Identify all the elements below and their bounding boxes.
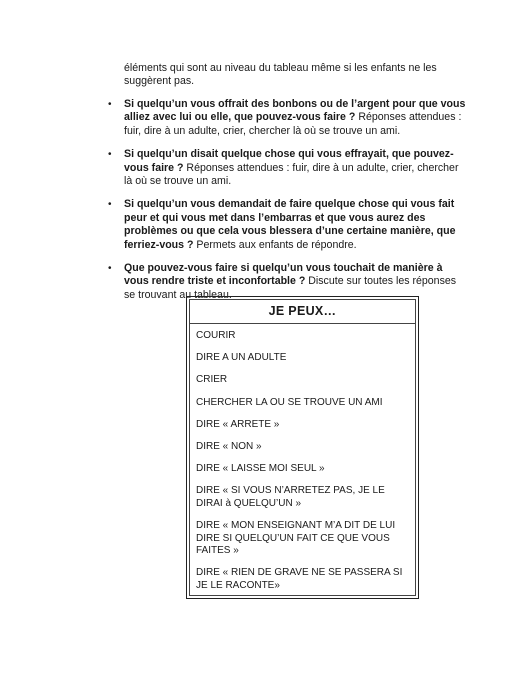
answer-text-3: Permets aux enfants de répondre. (193, 238, 357, 251)
question-item-1 (108, 98, 468, 138)
question-text-1: Si quelqu’un vous offrait des bonbons ou de l’argent pour que vous alliez avec lui ou elle, que pouvez-vous faire ? (124, 98, 466, 124)
table-header: JE PEUX… (190, 300, 415, 324)
question-text-4: Que pouvez-vous faire si quelqu’un vous touchait de manière à vous rendre triste et inconfortable ? (124, 262, 443, 288)
question-item-3 (108, 198, 468, 252)
answer-text-2: Réponses attendues : fuir, dire à un adulte, crier, chercher là où se trouve un ami. (124, 161, 459, 188)
table-entry: DIRE « MON ENSEIGNANT M’A DIT DE LUI DIRE SI QUELQU’UN FAIT CE QUE VOUS FAITES » (196, 520, 396, 557)
je-peux-table (186, 296, 419, 599)
answer-text-1: Réponses attendues : fuir, dire à un adulte, crier, chercher là où se trouve un ami. (124, 111, 462, 137)
bullet-icon: • (108, 99, 112, 110)
table-entry: CHERCHER LA OU SE TROUVE UN AMI (196, 396, 383, 408)
table-entry: DIRE « RIEN DE GRAVE NE SE PASSERA SI JE LE RACONTE» (196, 567, 403, 592)
question-text-3: Si quelqu’un vous demandait de faire quelque chose qui vous fait peur et qui vous met dans l’embarras et que vous aurez des problèmes ou que cela vous blessera d’une certaine manière, que ferriez-vous ? (124, 198, 456, 251)
table-entry: DIRE « LAISSE MOI SEUL » (196, 463, 325, 475)
table-body (190, 324, 415, 593)
table-entry: CRIER (196, 374, 228, 386)
question-list (108, 98, 468, 312)
question-item-2 (108, 148, 468, 188)
table-entry: DIRE « NON » (196, 440, 262, 452)
table-entry: COURIR (196, 330, 236, 341)
answer-text-4: Discute sur toutes les réponses se trouvant au tableau. (124, 275, 457, 301)
table-entry: DIRE « ARRETE » (196, 418, 280, 430)
bullet-icon: • (108, 149, 112, 161)
je-peux-table-inner (189, 299, 416, 596)
question-text-2: Si quelqu’un disait quelque chose qui vous effrayait, que pouvez-vous faire ? (124, 148, 454, 174)
intro-continuation-text: éléments qui sont au niveau du tableau même si les enfants ne les suggèrent pas. (124, 62, 437, 88)
bullet-icon: • (108, 199, 112, 211)
table-entry: DIRE A UN ADULTE (196, 352, 287, 364)
table-entry: DIRE « SI VOUS N’ARRETEZ PAS, JE LE DIRAI à QUELQU’UN » (196, 485, 385, 509)
bullet-icon: • (108, 263, 112, 275)
